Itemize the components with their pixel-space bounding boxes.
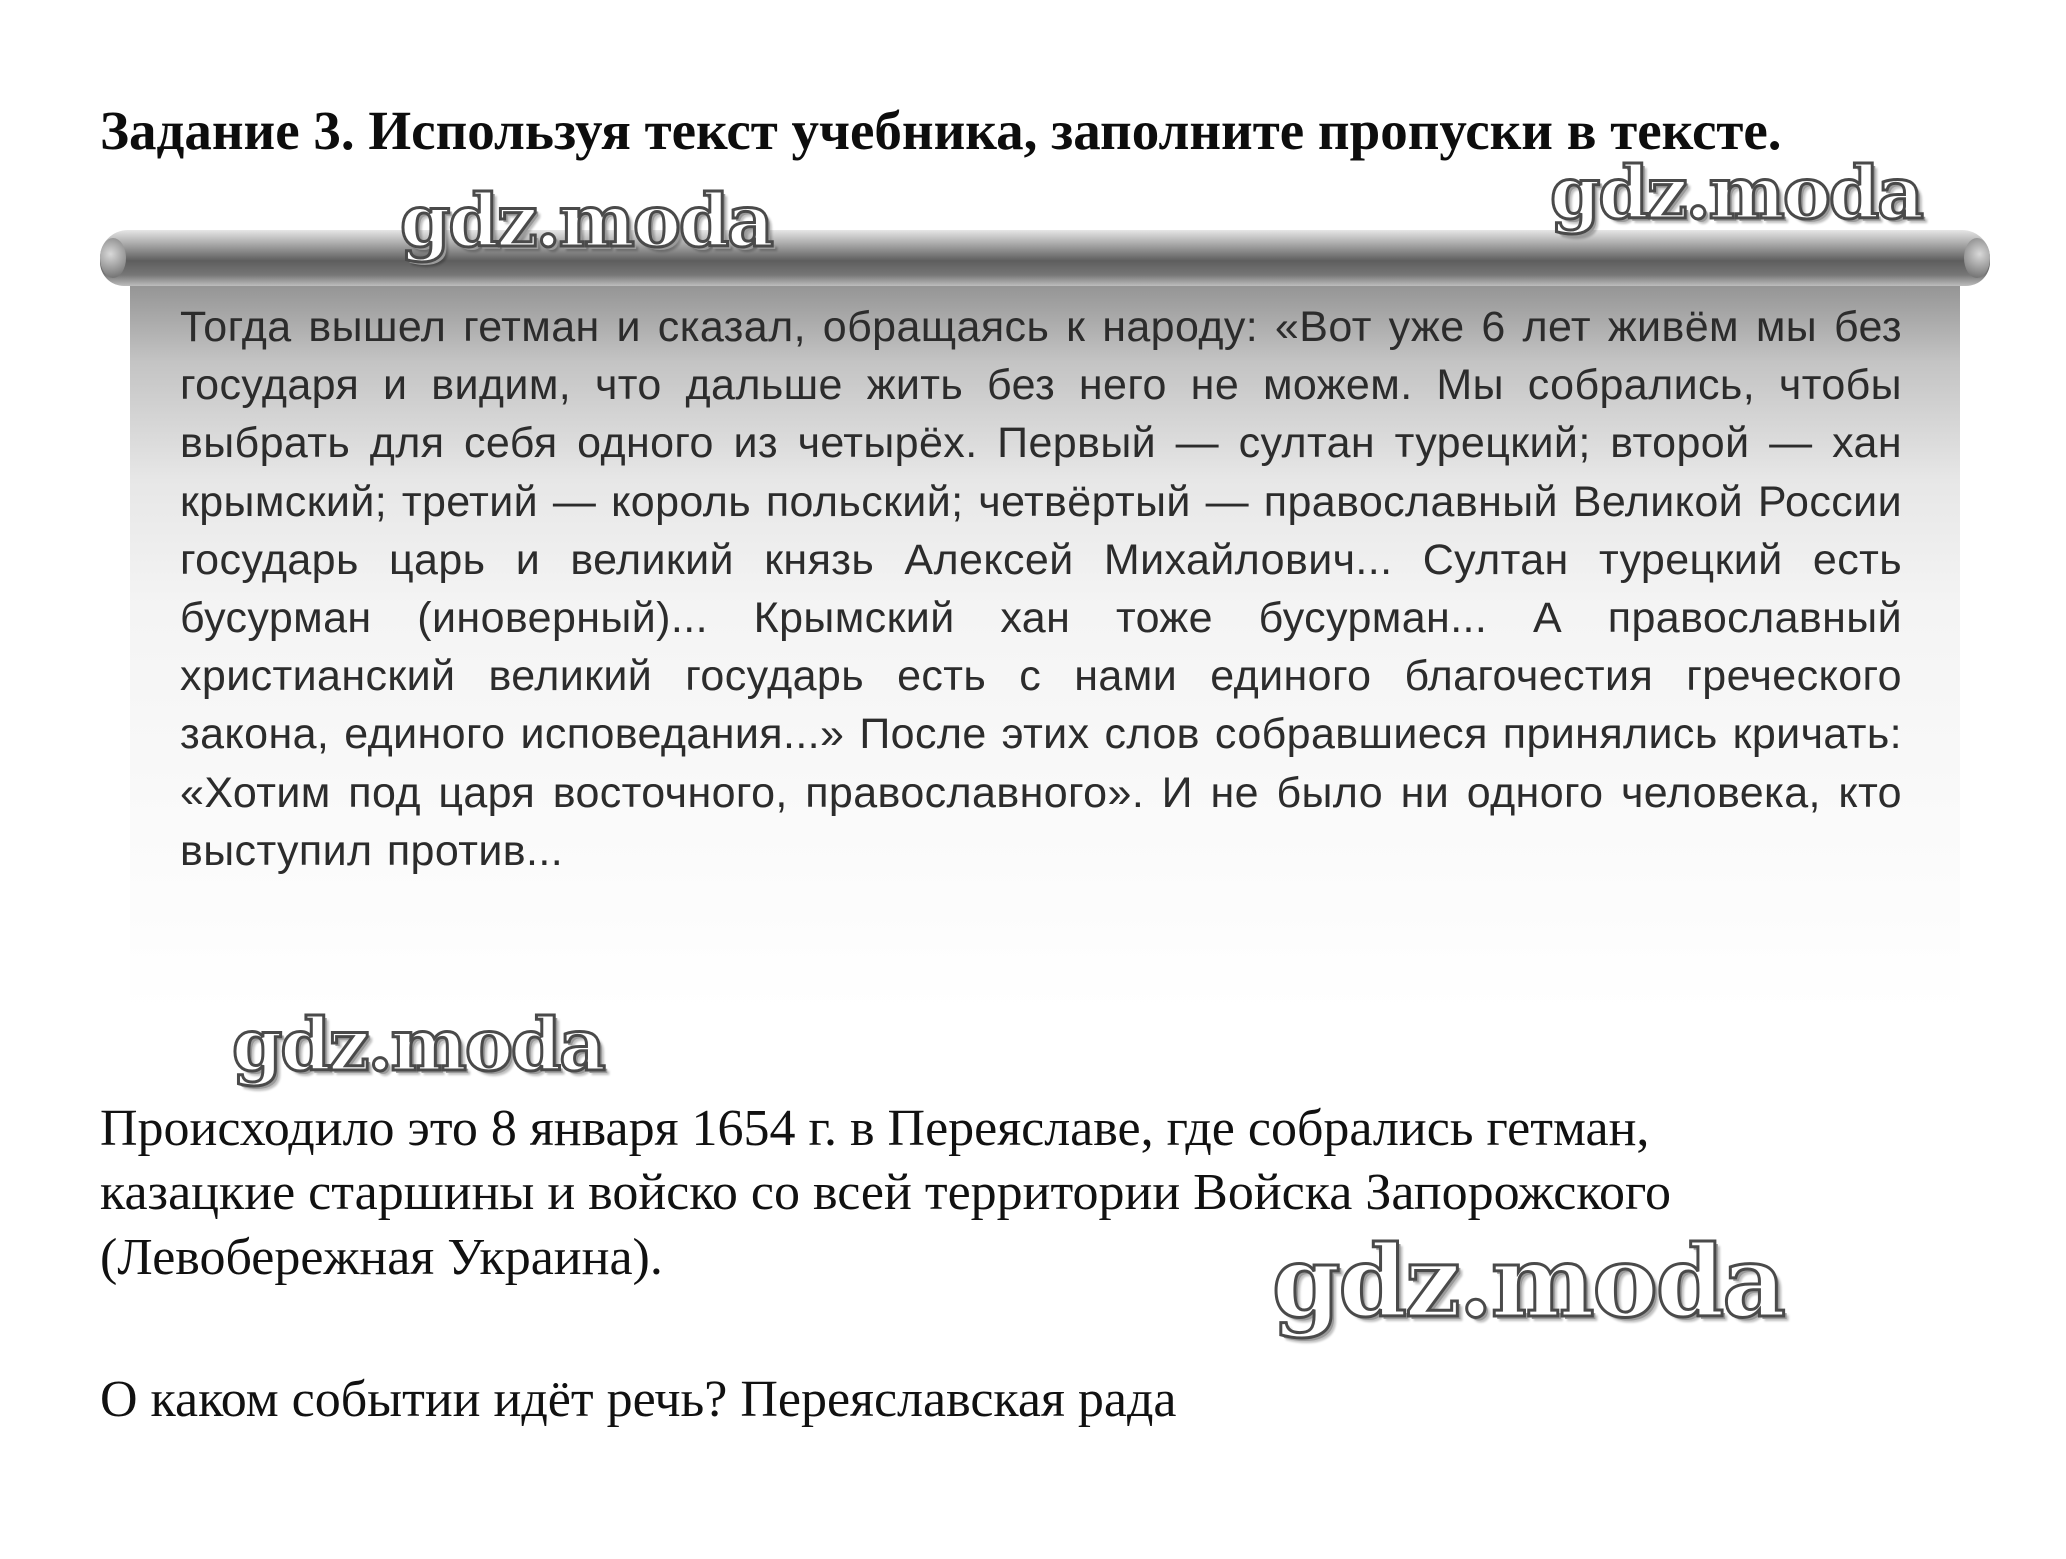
watermark-logo: gdz.moda (400, 178, 772, 263)
answer-line-3: (Левобережная Украина). (100, 1229, 663, 1286)
watermark-logo: gdz.moda (1272, 1225, 1784, 1340)
textbook-excerpt: Тогда вышел гетман и сказал, обращаясь к народу: «Вот уже 6 лет живём мы без государя и видим, что дальше жить без него не можем. Мы собрались, чтобы выбрать для себя одного из четырёх. Первый — султан турецкий; второй — хан крымский; третий — король польский; четвёртый — православный Великой России государь царь и великий князь Алексей Михайлович... Султан турецкий есть бусурман (иноверный)... Крымский хан тоже бусурман... А православный христианский великий государь есть с нами единого благочестия греческого закона, единого исповедания...» После этих слов собравшиеся принялись кричать: «Хотим под царя восточного, православного». И не было ни одного человека, кто выступил против... (180, 303, 1902, 875)
watermark-logo: gdz.moda (232, 1002, 604, 1087)
scroll-rod (100, 230, 1990, 286)
task-title: Задание 3. Используя текст учебника, заполните пропуски в тексте. (100, 100, 1782, 161)
watermark-logo: gdz.moda (1550, 150, 1922, 235)
answer-line-2: казацкие старшины и войско со всей территории Войска Запорожского (100, 1164, 1672, 1221)
textbook-scroll (100, 222, 1990, 1012)
answer-line-1: Происходило это 8 января 1654 г. в Переяславе, где собрались гетман, (100, 1100, 1650, 1157)
question-with-answer: О каком событии идёт речь? Переяславская рада (100, 1371, 1177, 1428)
